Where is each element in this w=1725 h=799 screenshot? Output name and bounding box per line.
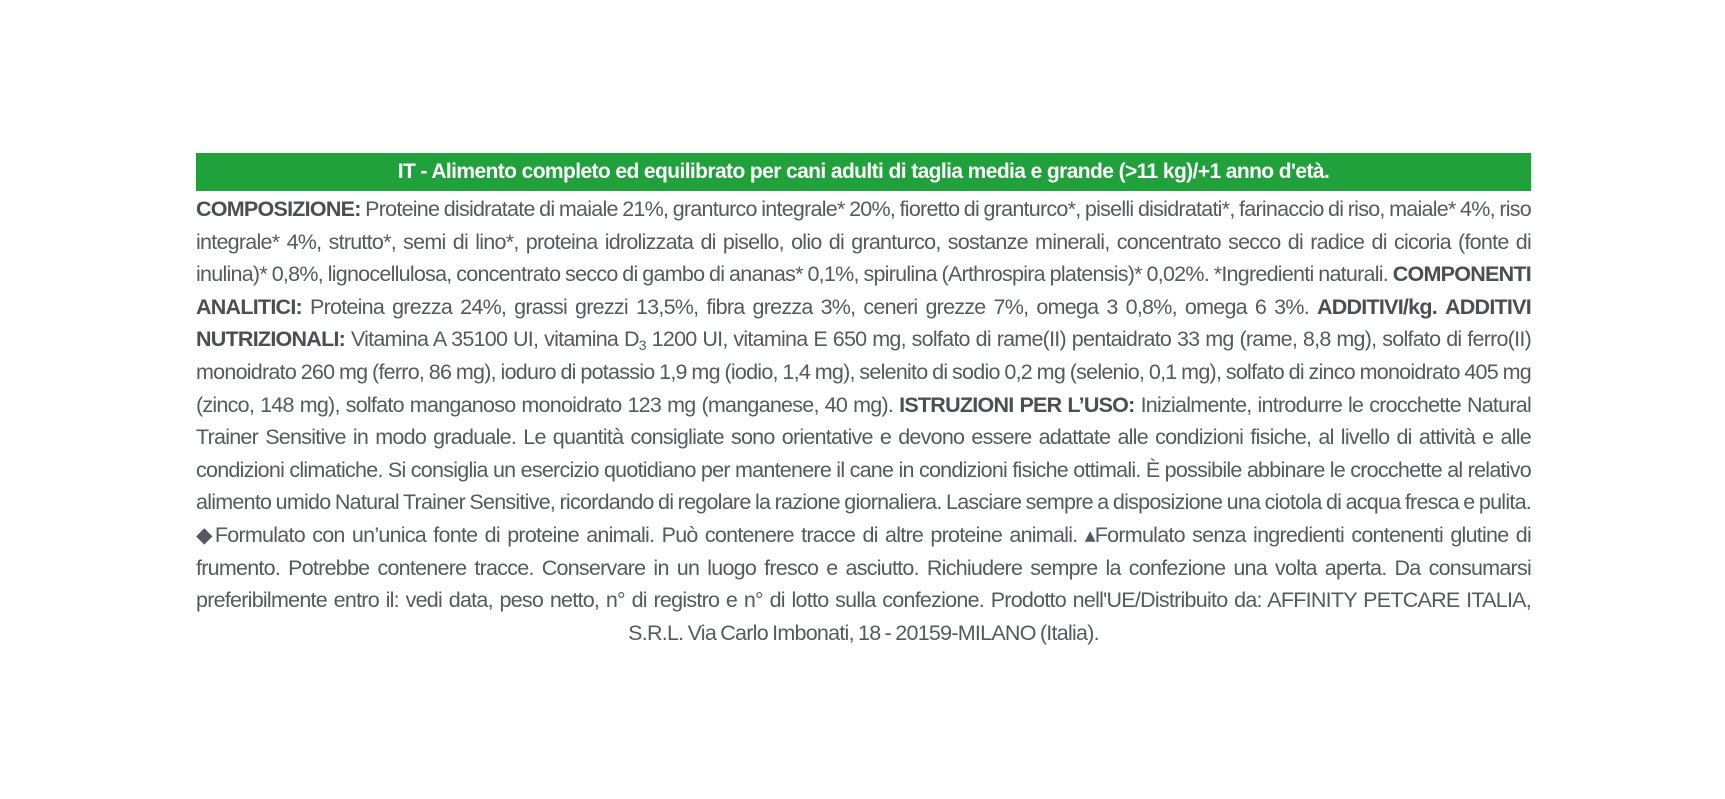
vitamin-d-subscript: 3 [638,337,646,354]
product-label [196,153,1531,649]
nutritional-additives-label: ADDITIVI NUTRIZIONALI: [196,294,1531,352]
label-body [196,193,1531,649]
label-header [196,153,1531,191]
instructions-text: Inizialmente, introdurre le crocchette Natural Trainer Sensitive in modo graduale. Le quantità consigliate sono orientative e devono essere adattate alle condizioni fisiche, al livello di attività e alle condizioni climatiche. Si consiglia un esercizio quotidiano per mantenere il cane in condizioni fisiche ottimali. È possibile abbinare le crocchette al relativo alimento umido Natural Trainer Sensitive, ricordando di regolare la razione giornaliera. Lasciare sempre a disposizione una ciotola di acqua fresca e pulita. [196,392,1532,515]
analytical-text: Proteina grezza 24%, grassi grezzi 13,5%, fibra grezza 3%, ceneri grezze 7%, omega 3 0,8%, omega 6 3%. [301,294,1317,319]
analytical-label: COMPONENTI ANALITICI: [196,262,1531,319]
additives-text-a: Vitamina A 35100 UI, vitamina D [345,327,639,352]
composition-label: COMPOSIZIONE: [196,197,361,221]
instructions-label: ISTRUZIONI PER L’USO: [899,392,1135,417]
single-protein-note: ◆Formulato con un’unica fonte di proteine animali. Può contenere tracce di altre proteine animali. [196,522,1078,547]
gluten-free-note: ▴Formulato senza ingredienti contenenti glutine di frumento. Potrebbe contenere tracce. Conservare in un luogo fresco e asciutto. Richiudere sempre la confezione una volta aperta. Da consumarsi preferibilmente entro il: vedi data, peso netto, n° di registro e n° di lotto sulla confezione. Prodotto nell'UE/Distribuito da: AFFINITY PETCARE ITALIA, S.R.L. Via Carlo Imbonati, 18 - 20159-MILANO (Italia). [196,522,1531,645]
additives-label: ADDITIVI/kg. [1316,294,1437,319]
additives-text-b: 1200 UI, vitamina E 650 mg, solfato di rame(II) pentaidrato 33 mg (rame, 8,8 mg), solfato di ferro(II) monoidrato 260 mg (ferro, 86 mg), ioduro di potassio 1,9 mg (iodio, 1,4 mg), selenito di sodio 0,2 mg (selenio, 0,1 mg), solfato di zinco monoidrato 405 mg (zinco, 148 mg), solfato manganoso monoidrato 123 mg (manganese, 40 mg). [196,327,1531,417]
label-title: IT - Alimento completo ed equilibrato per cani adulti di taglia media e grande (>11 kg)/+1 anno d'età. [397,160,1330,183]
composition-text: Proteine disidratate di maiale 21%, granturco integrale* 20%, fioretto di granturco*, piselli disidratati*, farinaccio di riso, maiale* 4%, riso integrale* 4%, strutto*, semi di lino*, proteina idrolizzata di pisello, olio di granturco, sostanze minerali, concentrato secco di radice di cicoria (fonte di inulina)* 0,8%, lignocellulosa, concentrato secco di gambo di ananas* 0,1%, spirulina (Arthrospira platensis)* 0,02%. *Ingredienti naturali. [196,197,1531,287]
